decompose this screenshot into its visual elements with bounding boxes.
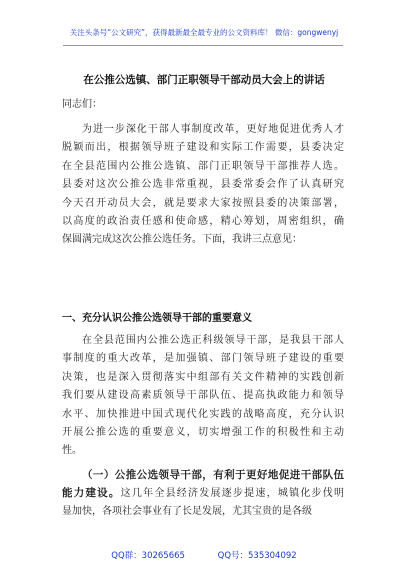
paragraph-line: 性。 <box>62 445 82 457</box>
paragraph-line: 开展公推公选的重要意义，切实增强工作的积极性和主动 <box>62 426 344 438</box>
paragraph-line: 决策，也是深入贯彻落实中组部有关文件精神的实践创新 <box>62 371 344 383</box>
footer-qq-number: QQ号：535304092 <box>217 551 297 561</box>
paragraph-line: 水平、加快推进中国式现代化实践的战略高度，充分认识 <box>62 408 344 420</box>
header-note: 关注头条号“公文研究”，获得最新最全最专业的公文资料库！ 微信：gongwenyj <box>69 28 339 37</box>
section-paragraph <box>62 332 344 461</box>
subsection-heading: （一）公推公选领导干部，有利于更好地促进干部队伍 <box>82 469 344 481</box>
paragraph-line: 事制度的重大改革，是加强镇、部门领导班子建设的重要 <box>62 353 344 365</box>
document-title: 在公推公选镇、部门正职领导干部动员大会上的讲话 <box>83 74 325 86</box>
paragraph-line: 保圆满完成这次公推公选任务。下面，我讲三点意见： <box>62 234 302 246</box>
intro-paragraph <box>62 121 344 250</box>
salutation: 同志们： <box>62 99 102 110</box>
paragraph-line <box>62 484 344 502</box>
paragraph-line: 我们要从建设高素质领导干部队伍、提高执政能力和领导 <box>62 390 344 402</box>
section-heading: 一、充分认识公推公选领导干部的重要意义 <box>62 313 252 324</box>
subsection-heading-tail: 能力建设。 <box>62 487 121 500</box>
paragraph-line: 在全县范围内公推公选镇、部门正职领导干部推荐人选。 <box>62 160 344 172</box>
paragraph-line: 脱颖而出，根据领导班子建设和实际工作需要，县委决定 <box>62 142 344 154</box>
paragraph-line: 以高度的政治责任感和使命感，精心筹划，周密组织，确 <box>62 215 344 227</box>
paragraph-line: 为进一步深化干部人事制度改革，更好地促进优秀人才 <box>82 124 344 135</box>
subsection-paragraph <box>62 466 344 521</box>
footer-qq-group: QQ群：30265665 <box>111 551 185 561</box>
paragraph-line: 今天召开动员大会，就是要求大家按照县委的决策部署， <box>62 197 344 209</box>
paragraph-line: 在全县范围内公推公选正科级领导干部，是我县干部人 <box>82 335 344 346</box>
paragraph-line-text: 这几年全县经济发展逐步提速，城镇化步伐明 <box>120 488 345 500</box>
paragraph-line: 显加快，各项社会事业有了长足发展，尤其宝贵的是各级 <box>62 505 312 517</box>
header-divider <box>63 45 343 46</box>
footer-contact <box>0 549 408 561</box>
paragraph-line: 县委对这次公推公选非常重视，县委常委会作了认真研究 <box>62 179 344 191</box>
